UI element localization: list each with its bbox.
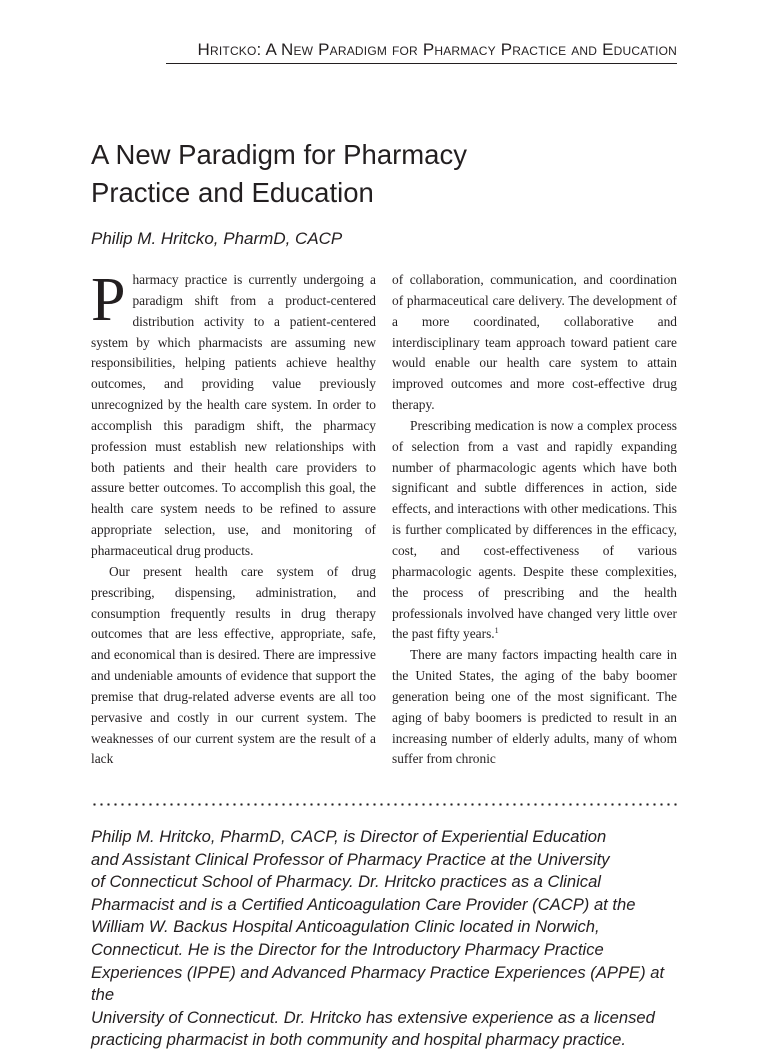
paragraph-text: Prescribing medication is now a complex process of selection from a vast and rapidly expanding number of pharmacologic agents which have both significant and subtle differences in action, side effects, and interactions with other medications. This is further complicated by differences in the efficacy, cost, and cost-effectiveness of various pharmacologic agents. Despite these complexities, the process of prescribing and the health professionals involved have changed very little over the past fifty years. — [392, 417, 677, 642]
body-column-left — [91, 266, 376, 770]
bio-line: practicing pharmacist in both community and hospital pharmacy practice. — [91, 1030, 626, 1050]
paragraph: There are many factors impacting health care in the United States, the aging of the baby boomer generation being one of the most significant. The aging of baby boomers is predicted to result in an increasing number of elderly adults, many of whom suffer from chronic — [392, 647, 677, 767]
bio-line: Pharmacist and is a Certified Anticoagulation Care Provider (CACP) at the — [91, 894, 636, 914]
article-title — [91, 136, 651, 212]
body-column-right — [392, 270, 677, 770]
drop-cap: P — [91, 266, 126, 334]
paragraph-text: harmacy practice is currently undergoing a paradigm shift from a product-centered distribution activity to a patient-centered system by which pharmacists are assuming new responsibilities, helping patients achieve healthy outcomes, and providing value previously unrecognized by the health care system. In order to accomplish this paradigm shift, the pharmacy profession must establish new relationships with both patients and their health care providers to assure better outcomes. To accomplish this goal, the health care system needs to be refined to assure appropriate selection, use, and monitoring of pharmaceutical drug products. — [91, 272, 376, 558]
article-title-line-1: A New Paradigm for Pharmacy — [91, 139, 467, 170]
running-head: Hritcko: A New Paradigm for Pharmacy Practice and Education — [197, 40, 677, 59]
bio-line: William W. Backus Hospital Anticoagulation Clinic located in Norwich, — [91, 917, 600, 937]
article-title-line-2: Practice and Education — [91, 177, 374, 208]
bio-line: Connecticut. He is the Director for the Introductory Pharmacy Practice — [91, 939, 604, 959]
bio-line: University of Connecticut. Dr. Hritcko has extensive experience as a licensed — [91, 1007, 655, 1027]
paragraph — [91, 266, 376, 562]
footnote-reference[interactable]: 1 — [494, 626, 499, 636]
paragraph: of collaboration, communication, and coordination of pharmaceutical care delivery. The development of a more coordinated, collaborative and interdisciplinary team approach toward patient care would enable our health care system to attain improved outcomes and more cost-effective drug therapy. — [392, 272, 677, 413]
paragraph — [392, 416, 677, 645]
running-head-rule — [166, 63, 677, 64]
article-author: Philip M. Hritcko, PharmD, CACP — [91, 229, 343, 248]
dotted-divider — [91, 803, 677, 806]
bio-line: Philip M. Hritcko, PharmD, CACP, is Director of Experiential Education — [91, 827, 607, 846]
bio-line: Experiences (IPPE) and Advanced Pharmacy Practice Experiences (APPE) at the — [91, 962, 665, 1005]
paragraph: Our present health care system of drug prescribing, dispensing, administration, and consumption frequently results in drug therapy outcomes that are less effective, appropriate, safe, and economical than is desired. There are impressive and undeniable amounts of evidence that support the premise that drug-related adverse events are all too pervasive and costly in our current system. The weaknesses of our current system are the result of a lack — [91, 563, 376, 767]
bio-line: and Assistant Clinical Professor of Pharmacy Practice at the University — [91, 849, 610, 869]
bio-line: of Connecticut School of Pharmacy. Dr. Hritcko practices as a Clinical — [91, 872, 601, 892]
author-bio — [91, 826, 681, 1052]
